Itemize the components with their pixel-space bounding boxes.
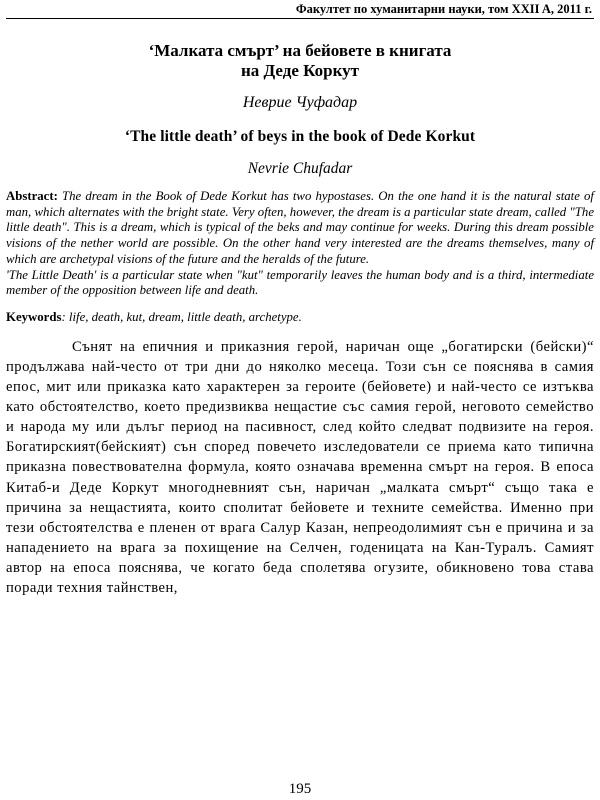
article-title-english: ‘The little death’ of beys in the book of Dede Korkut: [124, 128, 476, 145]
keywords-section: [6, 309, 594, 325]
keywords-text: : life, death, kut, dream, little death, archetype.: [61, 309, 302, 324]
author-name-bulgarian: Неврие Чуфадар: [242, 94, 358, 111]
abstract-paragraph-1: [6, 189, 594, 268]
keywords-label: Keywords: [6, 309, 62, 324]
abstract-paragraph-2: 'The Little Death' is a particular state when "kut" temporarily leaves the human body and is a third, intermediate member of the opposition between life and death.: [6, 267, 594, 298]
abstract-section: [6, 189, 594, 299]
title-bg-line-2: на Деде Коркут: [240, 61, 359, 80]
running-header-text: Факултет по хуманитарни науки, том XXII A, 2011 г.: [295, 2, 592, 16]
abstract-label: Abstract:: [6, 189, 58, 203]
abstract-text-1: The dream in the Book of Dede Korkut has two hypostases. On the one hand it is the natural state of man, which alternates with the bright state. Very often, however, the dream is a particular state dream, called "The little death". This is a dream, which is typical of the beks and may continue for weeks. During this dream possible visions of the nether world are possible. On the other hand very interested are the dreams themselves, many of which are archetypal visions of the future and the heralds of the future.: [6, 189, 594, 266]
title-bg-line-1: ‘Малката смърт’ на бейовете в книгата: [148, 41, 452, 60]
article-title-bulgarian: [6, 41, 594, 81]
running-header: [6, 0, 594, 19]
author-name-english: Nevrie Chufadar: [247, 160, 353, 177]
body-paragraph: Сънят на епичния и приказния герой, наричан още „богатирски (бейски)“ продължава най-често от три дни до няколко месеца. Този сън се пояснява в самия епос, мит или приказка като характерен за героите (бейовете) и най-често се изтъква като обстоятелство, което предизвиква нещастие със самия герой, неговото семейство и народа му или дълъг период на пасивност, след който следват подвизите на героя. Богатирският(бейският) сън според повечето изследователи се приема като типична приказна повествователна формула, която означава временна смърт на героя. В епоса Китаб-и Деде Коркут многодневният сън, наричан „малката смърт“ също така е причина за нещастията, които сполитат бейовете и техните семейства. Именно при тези обстоятелства е пленен от врага Салур Казан, непреодолимият сън е причина и за нападението на врага за похищение на Селчен, годеницата на Кан-Туралъ. Самият автор на епоса пояснява, че когато беда сполетява огузите, обикновено това става поради техния тайнствен,: [6, 338, 594, 597]
page-number: 195: [288, 781, 312, 797]
